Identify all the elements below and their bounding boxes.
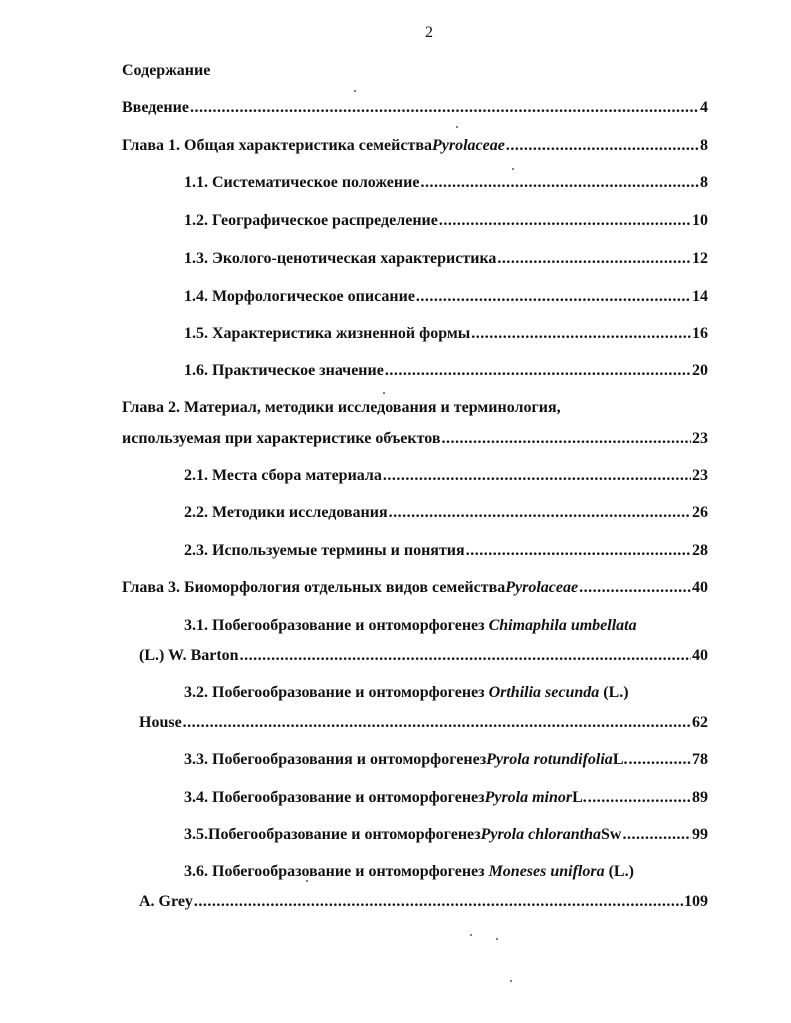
toc-entry-intro[interactable] [122, 98, 708, 118]
leader-dots [385, 361, 691, 381]
leader-dots [240, 646, 691, 666]
leader-dots [190, 98, 699, 118]
toc-page: 8 [700, 137, 708, 154]
toc-page: 16 [692, 325, 708, 342]
toc-entry-chapter-2[interactable] [122, 429, 708, 449]
toc-entry-1-3[interactable] [184, 249, 708, 269]
toc-entry-chapter-2-line1[interactable]: Глава 2. Материал, методики исследования и терминология, [122, 399, 561, 416]
toc-page: 62 [692, 714, 708, 731]
toc-entry-3-2[interactable] [139, 713, 708, 733]
toc-label: House [139, 714, 182, 731]
toc-entry-1-2[interactable] [184, 211, 708, 231]
toc-page: 20 [692, 362, 708, 379]
toc-entry-2-2[interactable] [184, 503, 708, 523]
toc-entry-1-5[interactable] [184, 324, 708, 344]
toc-label: 1.6. Практическое значение [184, 362, 384, 379]
toc-label-tail: L. [612, 751, 628, 768]
toc-entry-1-1[interactable] [184, 173, 708, 193]
leader-dots [497, 249, 691, 269]
toc-entry-3-2-line1[interactable] [184, 683, 629, 703]
toc-label-tail: Sw [601, 826, 622, 843]
leader-dots [420, 173, 699, 193]
scan-speck [470, 934, 472, 936]
toc-label-tail: L. [572, 789, 587, 806]
leader-dots [183, 713, 691, 733]
scan-speck [510, 980, 512, 982]
leader-dots [389, 503, 691, 523]
toc-label-tail: (L.) [604, 863, 634, 880]
toc-label: A. Grey [139, 893, 193, 910]
leader-dots [506, 136, 699, 156]
toc-page: 23 [692, 467, 708, 484]
page-number: 2 [425, 24, 433, 41]
toc-page: 14 [692, 288, 708, 305]
toc-entry-chapter-1[interactable] [122, 136, 708, 156]
toc-label-italic: Moneses uniflora [488, 863, 605, 880]
toc-label-italic: Pyrola minor [484, 789, 573, 806]
leader-dots [416, 287, 691, 307]
scan-speck [354, 90, 356, 92]
toc-entry-2-3[interactable] [184, 541, 708, 561]
toc-label-italic: Pyrolaceae [431, 137, 505, 154]
toc-label: 3.4. Побегообразование и онтоморфогенез [184, 789, 485, 806]
toc-entry-2-1[interactable] [184, 466, 708, 486]
toc-page: 109 [684, 893, 708, 910]
leader-dots [579, 578, 691, 598]
toc-page: 10 [692, 212, 708, 229]
toc-entry-3-4[interactable] [184, 788, 708, 808]
toc-entry-3-6[interactable] [139, 892, 708, 912]
toc-entry-1-4[interactable] [184, 287, 708, 307]
toc-label-italic: Pyrola rotundifolia [486, 751, 613, 768]
toc-page: 28 [692, 542, 708, 559]
toc-page: 89 [692, 789, 708, 806]
toc-label-italic: Pyrola chlorantha [480, 826, 602, 843]
scan-speck [383, 392, 385, 394]
toc-label: используемая при характеристике объектов [122, 430, 441, 447]
toc-label-tail: (L.) [599, 684, 629, 701]
toc-page: 40 [692, 579, 708, 596]
toc-label: 3.5.Побегообразование и онтоморфогенез [184, 826, 481, 843]
leader-dots [441, 429, 691, 449]
toc-label-italic: Pyrolaceae [505, 579, 579, 596]
toc-label: Введение [122, 99, 189, 116]
toc-page: 12 [692, 250, 708, 267]
toc-label: 3.2. Побегообразование и онтоморфогенез [184, 684, 489, 701]
toc-entry-3-5[interactable] [184, 825, 708, 845]
leader-dots [622, 825, 691, 845]
toc-page: 4 [700, 99, 708, 116]
toc-label: 2.1. Места сбора материала [184, 467, 382, 484]
toc-page: 26 [692, 504, 708, 521]
leader-dots [194, 892, 683, 912]
toc-label: 3.3. Побегообразования и онтоморфогенез [184, 751, 487, 768]
leader-dots [471, 324, 691, 344]
toc-label: 3.6. Побегообразование и онтоморфогенез [184, 863, 489, 880]
toc-entry-3-6-line1[interactable] [184, 862, 634, 882]
toc-label-italic: Orthilia secunda [488, 684, 600, 701]
toc-label: Глава 3. Биоморфология отдельных видов семейства [122, 579, 506, 596]
toc-page: 40 [692, 647, 708, 664]
toc-entry-3-3[interactable] [184, 750, 708, 770]
toc-heading: Содержание [122, 62, 211, 79]
scan-speck [456, 126, 458, 128]
scan-speck [496, 938, 498, 940]
toc-label: 1.1. Систематическое положение [184, 174, 420, 191]
scan-speck [512, 168, 514, 170]
toc-entry-chapter-3[interactable] [122, 578, 708, 598]
toc-page: 78 [692, 751, 708, 768]
toc-label: 1.5. Характеристика жизненной формы [184, 325, 471, 342]
toc-entry-1-6[interactable] [184, 361, 708, 381]
leader-dots [466, 541, 691, 561]
toc-label: 3.1. Побегообразование и онтоморфогенез [184, 617, 489, 634]
leader-dots [439, 211, 691, 231]
toc-page: 99 [692, 826, 708, 843]
toc-page: 8 [700, 174, 708, 191]
toc-label: (L.) W. Barton [139, 647, 239, 664]
toc-label: 1.3. Эколого-ценотическая характеристика [184, 250, 497, 267]
leader-dots [588, 788, 691, 808]
toc-label: 1.4. Морфологическое описание [184, 288, 415, 305]
scan-speck [306, 880, 308, 882]
toc-label: 2.2. Методики исследования [184, 504, 388, 521]
toc-label: Глава 1. Общая характеристика семейства [122, 137, 432, 154]
toc-entry-3-1[interactable] [139, 646, 708, 666]
toc-label: 1.2. Географическое распределение [184, 212, 438, 229]
leader-dots [628, 750, 691, 770]
toc-page: 23 [692, 430, 708, 447]
toc-label-italic: Chimaphila umbellata [488, 617, 637, 634]
toc-entry-3-1-line1[interactable] [184, 616, 637, 636]
toc-label: 2.3. Используемые термины и понятия [184, 542, 465, 559]
leader-dots [383, 466, 691, 486]
